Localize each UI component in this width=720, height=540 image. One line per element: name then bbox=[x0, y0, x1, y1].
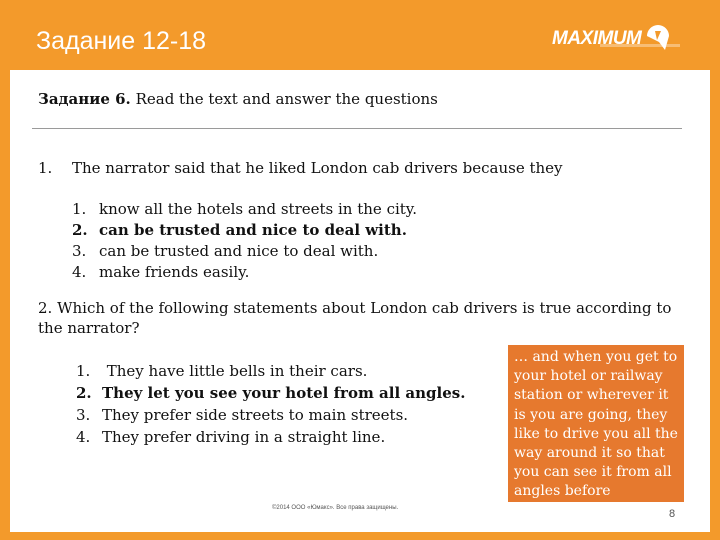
list-item bbox=[76, 362, 465, 384]
option-number: 2. bbox=[72, 221, 88, 239]
option-number: 2. bbox=[76, 384, 92, 402]
page-number: 8 bbox=[669, 508, 676, 520]
question1-text: The narrator said that he liked London cab drivers because they bbox=[72, 159, 563, 177]
option-number: 4. bbox=[72, 263, 87, 281]
option-text: They have little bells in their cars. bbox=[102, 362, 368, 380]
task-label: Задание 6. bbox=[38, 90, 131, 108]
text-excerpt-callout: … and when you get to your hotel or railway station or wherever it is you are going, they like to drive you all the way around it so that you can see it from all angles before alighting. bbox=[508, 345, 684, 502]
list-item bbox=[72, 263, 417, 284]
list-item bbox=[72, 200, 417, 221]
option-number: 1. bbox=[76, 362, 91, 380]
option-text: make friends easily. bbox=[99, 263, 250, 281]
logo-tagline-line bbox=[600, 44, 680, 47]
question1-number: 1. bbox=[38, 159, 53, 177]
option-text: They let you see your hotel from all angles. bbox=[102, 384, 466, 402]
question2-options bbox=[76, 362, 465, 450]
option-text: know all the hotels and streets in the city. bbox=[99, 200, 418, 218]
list-item bbox=[76, 384, 465, 406]
divider bbox=[32, 128, 682, 129]
list-item bbox=[72, 242, 417, 263]
slide-header bbox=[0, 0, 720, 70]
question1-options bbox=[72, 200, 417, 284]
list-item bbox=[76, 428, 465, 450]
list-item bbox=[72, 221, 417, 242]
option-text: They prefer side streets to main streets. bbox=[102, 406, 409, 424]
copyright: ©2014 ООО «Юмакс». Все права защищены. bbox=[272, 505, 399, 511]
task-heading bbox=[38, 90, 438, 108]
list-item bbox=[76, 406, 465, 428]
maximum-mark-icon bbox=[643, 22, 673, 56]
option-text: can be trusted and nice to deal with. bbox=[99, 221, 407, 239]
option-number: 3. bbox=[76, 406, 91, 424]
option-text: They prefer driving in a straight line. bbox=[102, 428, 386, 446]
logo bbox=[552, 22, 673, 56]
option-number: 1. bbox=[72, 200, 87, 218]
task-instruction: Read the text and answer the questions bbox=[135, 90, 438, 108]
option-number: 3. bbox=[72, 242, 87, 260]
logo-text: MAXIMUM bbox=[552, 28, 642, 49]
option-text: can be trusted and nice to deal with. bbox=[99, 242, 379, 260]
slide-title: Задание 12-18 bbox=[36, 27, 207, 55]
option-number: 4. bbox=[76, 428, 91, 446]
question2-text: 2. Which of the following statements about London cab drivers is true according to the narrator? bbox=[38, 299, 672, 337]
